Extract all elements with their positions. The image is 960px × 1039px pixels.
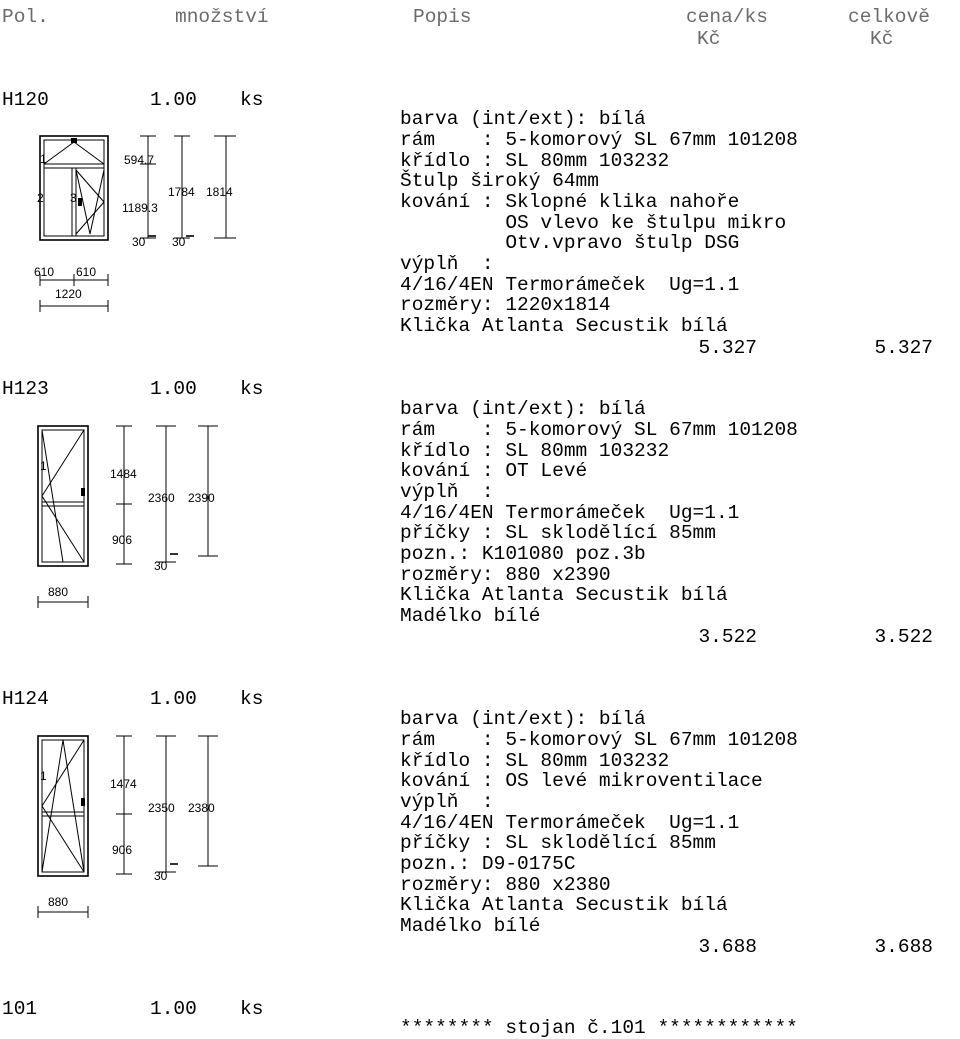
dim-label: 2350: [148, 801, 175, 815]
item-qty: 1.00: [150, 378, 197, 400]
desc-line: OS vlevo ke štulpu mikro: [400, 212, 787, 234]
window-drawing-h120: [0, 128, 260, 318]
dim-label: 906: [112, 843, 133, 857]
item-code: H120: [2, 89, 49, 111]
desc-line: rám : 5-komorový SL 67mm 101208: [400, 419, 798, 441]
dim-label: 610: [76, 265, 97, 279]
desc-line: křídlo : SL 80mm 103232: [400, 440, 670, 462]
dim-label: 1484: [110, 467, 137, 481]
dim-label: 30: [172, 235, 186, 249]
desc-line: křídlo : SL 80mm 103232: [400, 150, 670, 172]
desc-line: kování : Sklopné klika nahoře: [400, 191, 740, 213]
desc-line: výplň :: [400, 791, 494, 813]
item-code: 101: [2, 998, 38, 1020]
desc-line: 4/16/4EN Termorámeček Ug=1.1: [400, 502, 740, 524]
desc-line: Štulp široký 64mm: [400, 170, 599, 192]
desc-line: Madélko bílé: [400, 915, 541, 937]
desc-line: Madélko bílé: [400, 605, 541, 627]
desc-line: 4/16/4EN Termorámeček Ug=1.1: [400, 812, 740, 834]
dim-label: 906: [112, 533, 133, 547]
dim-label: 30: [154, 869, 168, 883]
header-celkove: celkově: [848, 6, 930, 28]
sash-label: 2: [37, 191, 44, 205]
header-cena: cena/ks: [686, 6, 768, 28]
desc-line: Otv.vpravo štulp DSG: [400, 232, 740, 254]
sash-label: 3: [70, 191, 77, 205]
desc-line: křídlo : SL 80mm 103232: [400, 750, 670, 772]
unit-price: 3.522: [698, 626, 757, 648]
desc-line: kování : OS levé mikroventilace: [400, 770, 763, 792]
desc-line: Klička Atlanta Secustik bílá: [400, 315, 728, 337]
dim-label: 1220: [55, 287, 82, 301]
unit-price: 3.688: [698, 936, 757, 958]
desc-line: pozn.: D9-0175C: [400, 853, 576, 875]
header-popis: Popis: [413, 6, 472, 28]
desc-line: výplň :: [400, 253, 494, 275]
desc-line: 4/16/4EN Termorámeček Ug=1.1: [400, 274, 740, 296]
desc-line: pozn.: K101080 poz.3b: [400, 543, 646, 565]
sash-label: 1: [40, 459, 47, 473]
dim-label: 880: [48, 585, 69, 599]
dim-label: 1189.3: [122, 201, 158, 215]
dim-label: 30: [154, 559, 168, 573]
desc-line: barva (int/ext): bílá: [400, 708, 646, 730]
item-code: H123: [2, 378, 49, 400]
item-unit: ks: [240, 688, 264, 710]
desc-line: rozměry: 880 x2390: [400, 564, 611, 586]
total-price: 3.522: [874, 626, 933, 648]
dim-label: 2360: [148, 491, 175, 505]
desc-line: Klička Atlanta Secustik bílá: [400, 584, 728, 606]
sash-label: 1: [40, 769, 47, 783]
desc-line: rozměry: 880 x2380: [400, 874, 611, 896]
window-drawing-h123: [0, 420, 260, 620]
item-unit: ks: [240, 89, 264, 111]
total-price: 5.327: [874, 337, 933, 359]
desc-line: rozměry: 1220x1814: [400, 294, 611, 316]
desc-line: barva (int/ext): bílá: [400, 398, 646, 420]
window-drawing-h124: [0, 730, 260, 930]
item-unit: ks: [240, 378, 264, 400]
header-cena-unit: Kč: [697, 28, 721, 50]
dim-label: 2390: [188, 491, 215, 505]
desc-line: příčky : SL sklodělící 85mm: [400, 832, 716, 854]
item-qty: 1.00: [150, 998, 197, 1020]
dim-label: 880: [48, 895, 69, 909]
header-pol: Pol.: [2, 6, 49, 28]
dim-label: 610: [34, 265, 55, 279]
item-unit: ks: [240, 998, 264, 1020]
desc-line: příčky : SL sklodělící 85mm: [400, 522, 716, 544]
total-price: 3.688: [874, 936, 933, 958]
item-qty: 1.00: [150, 89, 197, 111]
dim-label: 1784: [168, 185, 195, 199]
dim-label: 594.7: [124, 153, 155, 167]
desc-line: ******** stojan č.101 ************: [400, 1017, 798, 1039]
desc-line: rám : 5-komorový SL 67mm 101208: [400, 729, 798, 751]
unit-price: 5.327: [698, 337, 757, 359]
header-mnozstvi: množství: [175, 6, 269, 28]
item-qty: 1.00: [150, 688, 197, 710]
dim-label: 30: [132, 235, 146, 249]
desc-line: Klička Atlanta Secustik bílá: [400, 894, 728, 916]
header-celkove-unit: Kč: [870, 28, 894, 50]
dim-label: 2380: [188, 801, 215, 815]
desc-line: barva (int/ext): bílá: [400, 108, 646, 130]
dim-label: 1474: [110, 777, 137, 791]
dim-label: 1814: [206, 185, 233, 199]
sash-label: 1: [40, 152, 47, 166]
desc-line: kování : OT Levé: [400, 460, 588, 482]
item-code: H124: [2, 688, 49, 710]
desc-line: rám : 5-komorový SL 67mm 101208: [400, 129, 798, 151]
desc-line: výplň :: [400, 481, 494, 503]
